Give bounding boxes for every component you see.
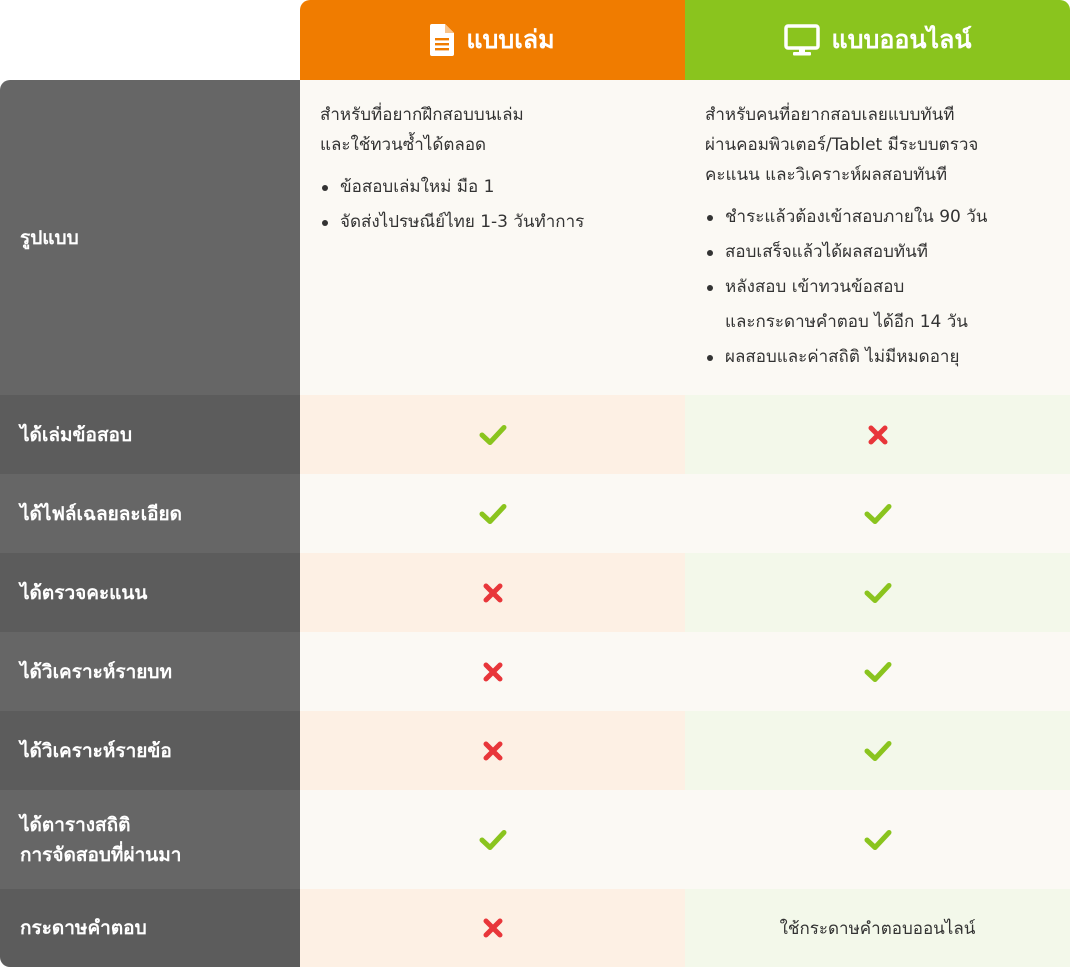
- row-label-text: รูปแบบ: [20, 226, 79, 249]
- feature-row: [0, 632, 1070, 711]
- row-label: ได้ตารางสถิติ การจัดสอบที่ผ่านมา: [0, 790, 300, 889]
- row-online-cell: [685, 395, 1070, 474]
- bullet-item: หลังสอบ เข้าทวนข้อสอบ และกระดาษคำตอบ ได้อีก 14 วัน: [705, 270, 987, 340]
- format-book-cell: [300, 80, 685, 395]
- feature-row: [0, 889, 1070, 967]
- row-online-cell: [685, 889, 1070, 967]
- cross-icon: [482, 740, 504, 762]
- check-icon: [479, 503, 507, 525]
- bullet-item: สอบเสร็จแล้วได้ผลสอบทันที: [705, 235, 987, 270]
- check-icon: [864, 740, 892, 762]
- row-label: ได้เล่มข้อสอบ: [0, 395, 300, 474]
- feature-row: [0, 474, 1070, 553]
- row-online-cell: [685, 474, 1070, 553]
- bullet-item: จัดส่งไปรษณีย์ไทย 1-3 วันทำการ: [320, 205, 584, 240]
- row-label-format: [0, 80, 300, 395]
- format-online-bullets: [705, 200, 987, 375]
- row-book-cell: [300, 553, 685, 632]
- row-label: ได้วิเคราะห์รายข้อ: [0, 711, 300, 790]
- cross-icon: [482, 582, 504, 604]
- row-label: ได้วิเคราะห์รายบท: [0, 632, 300, 711]
- row-online-cell: [685, 711, 1070, 790]
- row-book-cell: [300, 632, 685, 711]
- row-book-cell: [300, 395, 685, 474]
- row-label: กระดาษคำตอบ: [0, 889, 300, 967]
- check-icon: [864, 503, 892, 525]
- bullet-item: ชำระแล้วต้องเข้าสอบภายใน 90 วัน: [705, 200, 987, 235]
- row-online-cell: [685, 553, 1070, 632]
- check-icon: [864, 582, 892, 604]
- row-online-cell: [685, 632, 1070, 711]
- header-book-title: แบบเล่ม: [466, 25, 555, 54]
- row-online-cell: [685, 790, 1070, 889]
- monitor-icon: [784, 24, 820, 56]
- description-line: สำหรับคนที่อยากสอบเลยแบบทันที: [705, 105, 955, 125]
- cross-icon: [482, 661, 504, 683]
- row-book-cell: [300, 474, 685, 553]
- row-book-cell: [300, 790, 685, 889]
- check-icon: [864, 661, 892, 683]
- row-book-cell: [300, 889, 685, 967]
- description-line: ผ่านคอมพิวเตอร์/Tablet มีระบบตรวจ: [705, 135, 979, 155]
- check-icon: [479, 829, 507, 851]
- format-online-cell: [685, 80, 1070, 395]
- feature-row: [0, 711, 1070, 790]
- format-row: [0, 80, 1070, 395]
- bullet-item: ข้อสอบเล่มใหม่ มือ 1: [320, 170, 584, 205]
- description-line: สำหรับที่อยากฝึกสอบบนเล่ม: [320, 105, 524, 125]
- header-book-column: [300, 0, 685, 80]
- online-answer-sheet-note: ใช้กระดาษคำตอบออนไลน์: [779, 918, 976, 939]
- document-icon: [430, 24, 454, 56]
- check-icon: [864, 829, 892, 851]
- format-online-description: [705, 100, 987, 190]
- check-icon: [479, 424, 507, 446]
- bullet-item: ผลสอบและค่าสถิติ ไม่มีหมดอายุ: [705, 340, 987, 375]
- feature-row: [0, 395, 1070, 474]
- row-label: ได้ตรวจคะแนน: [0, 553, 300, 632]
- row-book-cell: [300, 711, 685, 790]
- description-line: และใช้ทวนซ้ำได้ตลอด: [320, 135, 487, 155]
- feature-row: [0, 553, 1070, 632]
- cross-icon: [867, 424, 889, 446]
- row-label: ได้ไฟล์เฉลยละเอียด: [0, 474, 300, 553]
- format-book-description: [320, 100, 584, 160]
- feature-row: [0, 790, 1070, 889]
- header-online-title: แบบออนไลน์: [831, 25, 972, 54]
- header-online-column: [685, 0, 1070, 80]
- description-line: คะแนน และวิเคราะห์ผลสอบทันที: [705, 165, 948, 185]
- cross-icon: [482, 917, 504, 939]
- format-book-bullets: [320, 170, 584, 240]
